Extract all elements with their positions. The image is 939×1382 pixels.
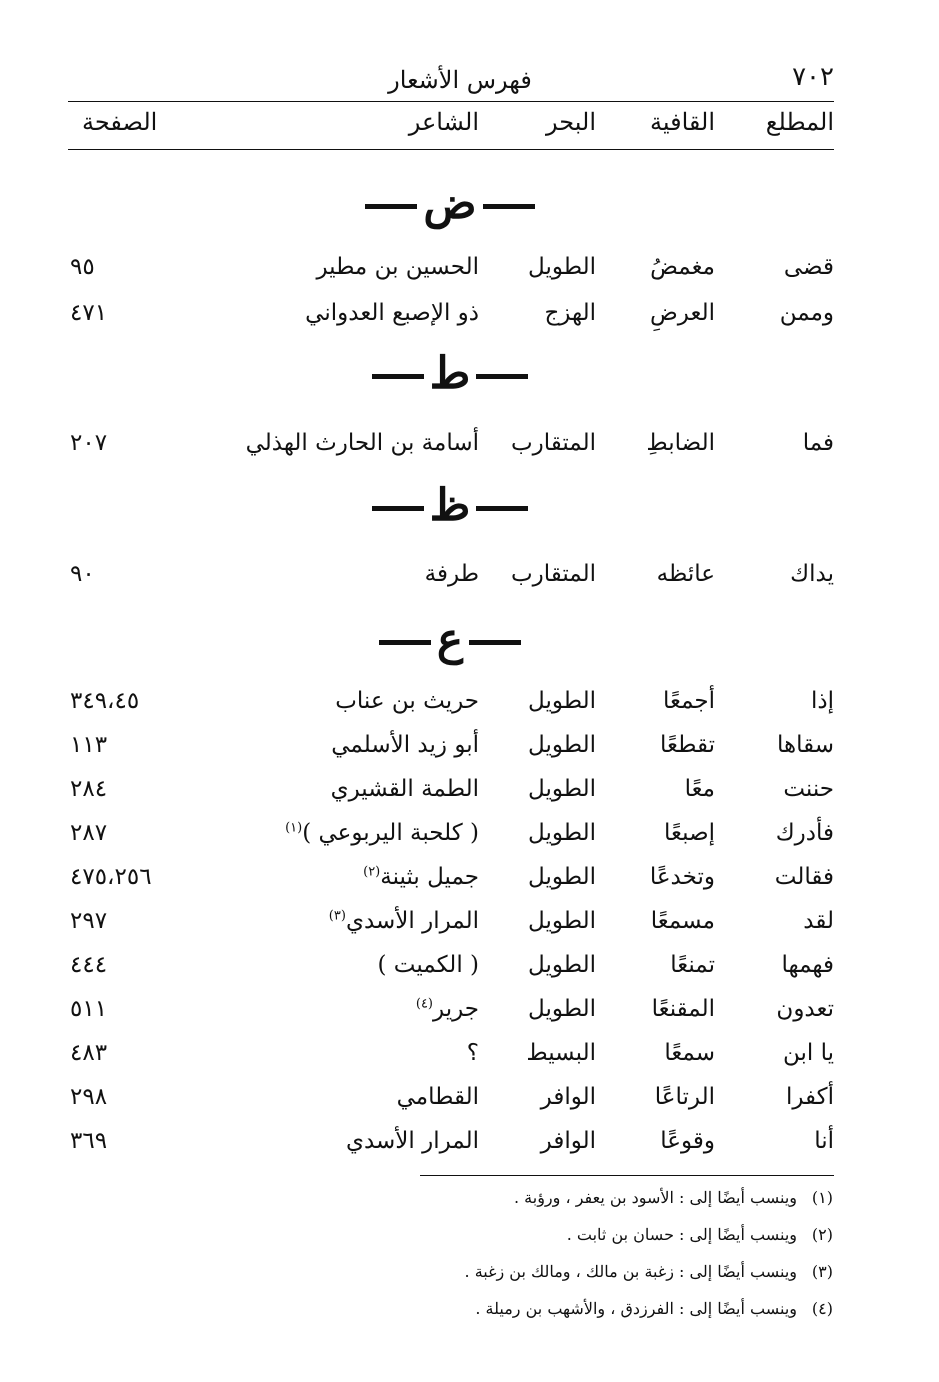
table-row	[0, 300, 939, 340]
qafiya-cell: عائظه	[656, 561, 715, 587]
shaer-name: جرير	[433, 996, 479, 1022]
qafiya-cell: العرضِ	[650, 300, 715, 326]
dash-right	[469, 640, 521, 645]
bahr-cell: الطويل	[528, 996, 596, 1022]
page-cell: ٩٥	[70, 254, 95, 280]
shaer-cell: ؟	[466, 1040, 479, 1066]
matla-cell: سقاها	[776, 732, 834, 758]
qafiya-cell: أجمعًا	[662, 688, 715, 714]
bahr-cell: الطويل	[528, 776, 596, 802]
dash-left	[379, 640, 431, 645]
shaer-cell	[329, 908, 479, 934]
table-row	[0, 908, 939, 948]
shaer-cell: طرفة	[424, 561, 479, 587]
section-heading	[300, 178, 600, 229]
table-row	[0, 820, 939, 860]
shaer-cell: أسامة بن الحارث الهذلي	[245, 430, 479, 456]
page-cell: ٤٧٥،٢٥٦	[70, 864, 152, 890]
matla-cell: فقالت	[774, 864, 834, 890]
page-cell: ٩٠	[70, 561, 95, 587]
footnote-number: (١)	[811, 1188, 833, 1207]
page-cell: ٢٨٧	[70, 820, 108, 846]
bahr-cell: المتقارب	[510, 561, 596, 587]
matla-cell: فهمها	[781, 952, 834, 978]
bahr-cell: الهزج	[544, 300, 596, 326]
footnote-marker: (١)	[285, 820, 303, 836]
bahr-cell: البسيط	[526, 1040, 596, 1066]
section-letter: ع	[436, 614, 464, 665]
page-cell: ٢٠٧	[70, 430, 108, 456]
footnote-text: وينسب أيضًا إلى : الفرزدق ، والأشهب بن رميلة .	[475, 1299, 797, 1318]
shaer-cell: ذو الإصبع العدواني	[305, 300, 479, 326]
footnote	[514, 1188, 833, 1207]
qafiya-cell: تمنعًا	[670, 952, 715, 978]
footnote-rule	[420, 1175, 834, 1176]
footnote-number: (٢)	[811, 1225, 833, 1244]
page-number: ٧٠٢	[792, 62, 834, 92]
shaer-cell	[416, 996, 479, 1022]
shaer-cell: ( الكميت )	[377, 952, 479, 978]
section-letter: ض	[423, 178, 477, 229]
bahr-cell: الوافر	[540, 1128, 596, 1154]
qafiya-cell: الضابطِ	[646, 430, 715, 456]
footnote-marker: (٣)	[328, 908, 346, 924]
table-row	[0, 688, 939, 728]
shaer-cell	[363, 864, 479, 890]
qafiya-cell: معًا	[684, 776, 715, 802]
table-row	[0, 732, 939, 772]
footnote	[465, 1262, 833, 1281]
footnote	[475, 1299, 833, 1318]
section-letter: ط	[429, 348, 471, 399]
table-row	[0, 996, 939, 1036]
shaer-name: ( كلحبة اليربوعي )	[302, 820, 479, 846]
footnote	[567, 1225, 833, 1244]
section-heading	[300, 348, 600, 399]
shaer-cell	[285, 820, 479, 846]
table-row	[0, 1084, 939, 1124]
footnote-text: وينسب أيضًا إلى : الأسود بن يعفر ، ورؤبة .	[513, 1188, 797, 1207]
matla-cell: قضى	[783, 254, 834, 280]
section-heading	[300, 614, 600, 665]
page-cell: ١١٣	[70, 732, 108, 758]
bahr-cell: الطويل	[528, 254, 596, 280]
page-cell: ٢٩٧	[70, 908, 108, 934]
shaer-cell: حريث بن عناب	[335, 688, 479, 714]
dash-left	[365, 204, 417, 209]
section-heading	[300, 480, 600, 531]
matla-cell: يا ابن	[782, 1040, 834, 1066]
bahr-cell: الطويل	[528, 820, 596, 846]
shaer-cell: أبو زيد الأسلمي	[331, 732, 479, 758]
shaer-cell: الحسين بن مطير	[316, 254, 479, 280]
footnote-number: (٤)	[811, 1299, 833, 1318]
footnote-text: وينسب أيضًا إلى : زغبة بن مالك ، ومالك بن زغبة .	[464, 1262, 797, 1281]
matla-cell: فما	[802, 430, 834, 456]
page-cell: ٤٤٤	[70, 952, 108, 978]
qafiya-cell: وقوعًا	[660, 1128, 715, 1154]
section-letter: ظ	[429, 480, 471, 531]
column-header-qafiya: القافية	[649, 108, 715, 136]
shaer-cell: المرار الأسدي	[345, 1128, 479, 1154]
matla-cell: تعدون	[776, 996, 834, 1022]
table-row	[0, 952, 939, 992]
column-header-shaer: الشاعر	[408, 108, 479, 136]
matla-cell: إذا	[810, 688, 834, 714]
footnote-text: وينسب أيضًا إلى : حسان بن ثابت .	[566, 1225, 797, 1244]
page-cell: ٢٨٤	[70, 776, 108, 802]
bahr-cell: الطويل	[528, 732, 596, 758]
qafiya-cell: إصبعًا	[664, 820, 715, 846]
dash-left	[372, 374, 424, 379]
header-rule	[68, 101, 834, 102]
table-row	[0, 1128, 939, 1168]
matla-cell: فأدرك	[775, 820, 834, 846]
footnote-marker: (٢)	[363, 864, 381, 880]
bahr-cell: الطويل	[528, 952, 596, 978]
column-header-safha: الصفحة	[82, 108, 158, 136]
shaer-cell: الطمة القشيري	[330, 776, 479, 802]
table-row	[0, 430, 939, 470]
dash-right	[476, 506, 528, 511]
qafiya-cell: مغمضُ	[650, 254, 715, 280]
dash-left	[372, 506, 424, 511]
shaer-name: المرار الأسدي	[345, 908, 479, 934]
bahr-cell: الوافر	[540, 1084, 596, 1110]
qafiya-cell: وتخدعًا	[649, 864, 715, 890]
qafiya-cell: سمعًا	[664, 1040, 715, 1066]
qafiya-cell: الرتاعًا	[654, 1084, 715, 1110]
matla-cell: يداك	[790, 561, 834, 587]
column-header-bahr: البحر	[546, 108, 596, 136]
footnote-marker: (٤)	[415, 996, 433, 1012]
qafiya-cell: المقنعًا	[651, 996, 715, 1022]
columns-rule	[68, 149, 834, 150]
matla-cell: وممن	[779, 300, 834, 326]
table-row	[0, 1040, 939, 1080]
shaer-name: جميل بثينة	[380, 864, 479, 890]
table-row	[0, 864, 939, 904]
page-title: فهرس الأشعار	[388, 66, 532, 94]
page-cell: ٣٦٩	[70, 1128, 108, 1154]
bahr-cell: الطويل	[528, 864, 596, 890]
column-header-matla: المطلع	[765, 108, 834, 136]
bahr-cell: المتقارب	[510, 430, 596, 456]
table-row	[0, 776, 939, 816]
table-row	[0, 254, 939, 294]
qafiya-cell: مسمعًا	[650, 908, 715, 934]
page-cell: ٥١١	[70, 996, 108, 1022]
dash-right	[476, 374, 528, 379]
page-cell: ٣٤٩،٤٥	[70, 688, 140, 714]
table-row	[0, 561, 939, 601]
qafiya-cell: تقطعًا	[659, 732, 715, 758]
shaer-cell: القطامي	[396, 1084, 479, 1110]
footnote-number: (٣)	[811, 1262, 833, 1281]
page-cell: ٢٩٨	[70, 1084, 108, 1110]
matla-cell: لقد	[803, 908, 834, 934]
bahr-cell: الطويل	[528, 688, 596, 714]
matla-cell: أنا	[814, 1128, 834, 1154]
page-cell: ٤٧١	[70, 300, 108, 326]
matla-cell: حننت	[783, 776, 834, 802]
bahr-cell: الطويل	[528, 908, 596, 934]
page-cell: ٤٨٣	[70, 1040, 108, 1066]
dash-right	[483, 204, 535, 209]
matla-cell: أكفرا	[785, 1084, 834, 1110]
